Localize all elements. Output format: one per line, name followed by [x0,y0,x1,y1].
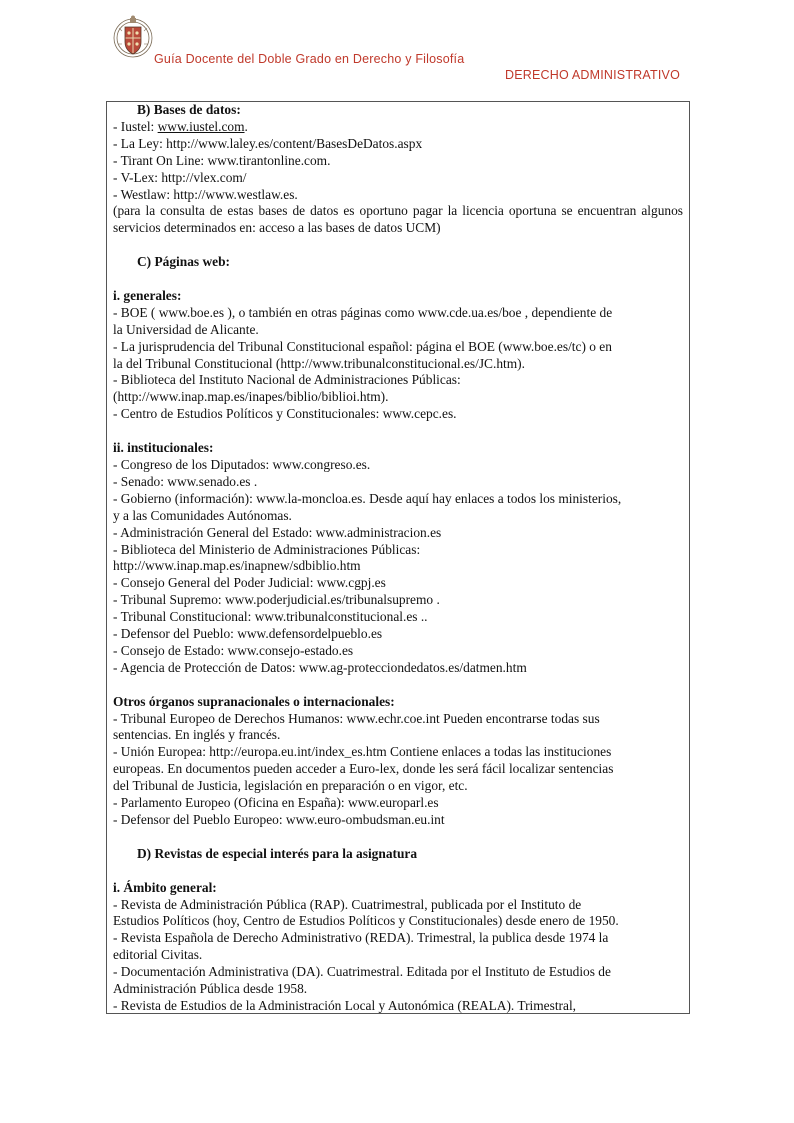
content-box [106,101,690,1014]
text-line: - Agencia de Protección de Datos: www.ag-protecciondedatos.es/datmen.htm [113,659,527,675]
otros-title: Otros órganos supranacionales o internacionales: [113,693,395,709]
text-line: sentencias. En inglés y francés. [113,727,281,743]
text-line: - La jurisprudencia del Tribunal Constitucional español: página el BOE (www.boe.es/tc) o en [113,338,612,354]
text-line: y a las Comunidades Autónomas. [113,507,292,523]
text-line: europeas. En documentos pueden acceder a Euro-lex, donde les será fácil localizar sentencias [113,761,614,777]
database-item: - Westlaw: http://www.westlaw.es. [113,186,298,202]
text-line: - Centro de Estudios Políticos y Constitucionales: www.cepc.es. [113,406,457,422]
iustel-prefix: - Iustel: [113,118,158,134]
iustel-line [113,119,683,136]
section-b-title: B) Bases de datos: [137,102,241,117]
text-line: - Tribunal Europeo de Derechos Humanos: www.echr.coe.int Pueden encontrarse todas sus [113,710,600,726]
section-c-title: C) Páginas web: [137,254,230,270]
text-line: la Universidad de Alicante. [113,321,259,337]
text-line: - Gobierno (información): www.la-moncloa.es. Desde aquí hay enlaces a todos los ministerios, [113,490,622,506]
university-crest-logo [112,14,154,62]
database-note: (para la consulta de estas bases de datos es oportuno pagar la licencia oportuna se encuentran algunos servicios determinados en: acceso a las bases de datos UCM) [113,203,683,236]
header-guide-title: Guía Docente del Doble Grado en Derecho y Filosofía [154,52,465,66]
text-line: Estudios Políticos (hoy, Centro de Estudios Políticos y Constitucionales) desde enero de 1950. [113,913,619,929]
text-line: - Unión Europea: http://europa.eu.int/index_es.htm Contiene enlaces a todas las instituciones [113,744,612,760]
text-line: - Congreso de los Diputados: www.congreso.es. [113,456,371,472]
database-item: - V-Lex: http://vlex.com/ [113,169,247,185]
text-line: - Tribunal Supremo: www.poderjudicial.es/tribunalsupremo . [113,592,440,608]
text-line: la del Tribunal Constitucional (http://www.tribunalconstitucional.es/JC.htm). [113,355,525,371]
text-line: - Biblioteca del Ministerio de Administraciones Públicas: [113,541,421,557]
text-line: - Consejo de Estado: www.consejo-estado.es [113,642,354,658]
section-d-title: D) Revistas de especial interés para la asignatura [137,845,418,861]
text-line: - Consejo General del Poder Judicial: www.cgpj.es [113,575,386,591]
text-line: - Documentación Administrativa (DA). Cuatrimestral. Editada por el Instituto de Estudios de [113,964,611,980]
header-subject-title: DERECHO ADMINISTRATIVO [504,68,680,82]
iustel-suffix: . [244,118,248,134]
text-line: - BOE ( www.boe.es ), o también en otras páginas como www.cde.ua.es/boe , dependiente de [113,304,613,320]
text-line: - Administración General del Estado: www.administracion.es [113,524,442,540]
text-line: - Revista de Estudios de la Administración Local y Autonómica (REALA). Trimestral, [113,997,577,1013]
database-item: - La Ley: http://www.laley.es/content/BasesDeDatos.aspx [113,135,423,151]
ambito-title: i. Ámbito general: [113,879,217,895]
text-line: del Tribunal de Justicia, legislación en preparación o en vigor, etc. [113,778,468,794]
text-line: http://www.inap.map.es/inapnew/sdbiblio.htm [113,558,361,574]
text-line: (http://www.inap.map.es/inapes/biblio/biblioi.htm). [113,389,389,405]
text-line: Administración Pública desde 1958. [113,981,308,997]
text-line: - Revista Española de Derecho Administrativo (REDA). Trimestral, la publica desde 1974 la [113,930,609,946]
text-line: editorial Civitas. [113,947,203,963]
text-line: - Parlamento Europeo (Oficina en España): www.europarl.es [113,795,439,811]
text-line: - Defensor del Pueblo: www.defensordelpueblo.es [113,626,383,642]
text-line: - Senado: www.senado.es . [113,473,258,489]
text-line: - Revista de Administración Pública (RAP). Cuatrimestral, publicada por el Instituto de [113,896,582,912]
iustel-link[interactable]: www.iustel.com [157,118,245,134]
text-line: - Tribunal Constitucional: www.tribunalconstitucional.es .. [113,609,428,625]
generales-title: i. generales: [113,287,182,303]
text-line: - Defensor del Pueblo Europeo: www.euro-ombudsman.eu.int [113,812,445,827]
institucionales-title: ii. institucionales: [113,440,214,456]
database-item: - Tirant On Line: www.tirantonline.com. [113,152,331,168]
text-line: - Biblioteca del Instituto Nacional de Administraciones Públicas: [113,372,461,388]
